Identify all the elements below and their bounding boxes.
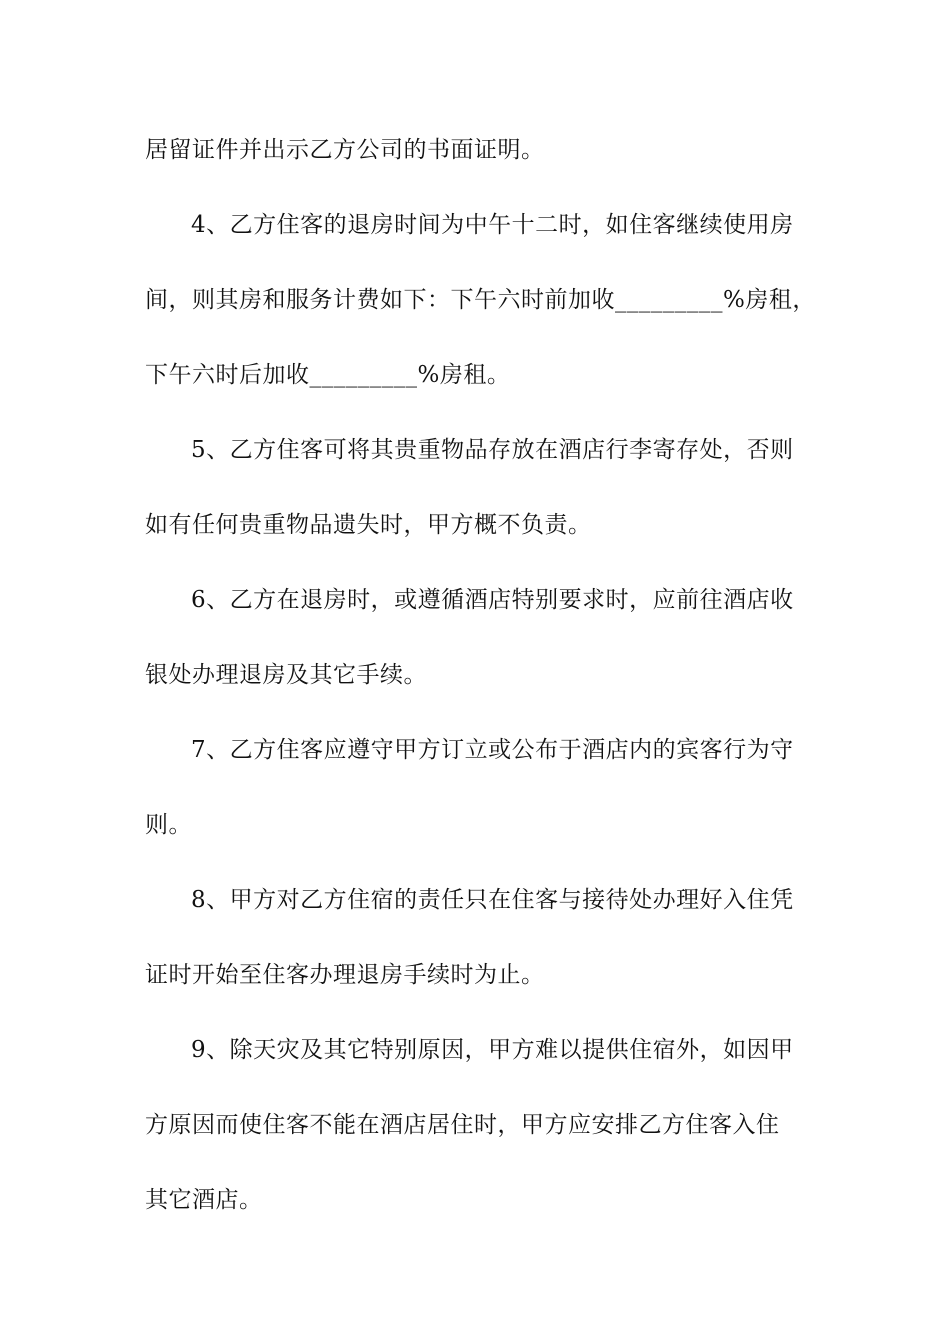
paragraph-line: 如有任何贵重物品遗失时，甲方概不负责。 <box>145 512 592 538</box>
paragraph-line: 则。 <box>145 812 192 838</box>
paragraph-line: 6、乙方在退房时，或遵循酒店特别要求时，应前往酒店收 <box>191 587 794 613</box>
paragraph-line: 4、乙方住客的退房时间为中午十二时，如住客继续使用房 <box>191 212 794 238</box>
paragraph-line: 下午六时后加收_________%房租。 <box>145 362 511 388</box>
paragraph-line: 居留证件并出示乙方公司的书面证明。 <box>145 137 545 163</box>
paragraph-line: 证时开始至住客办理退房手续时为止。 <box>145 962 545 988</box>
paragraph-line: 7、乙方住客应遵守甲方订立或公布于酒店内的宾客行为守 <box>191 737 794 763</box>
paragraph-line: 9、除天灾及其它特别原因，甲方难以提供住宿外，如因甲 <box>191 1037 794 1063</box>
paragraph-line: 方原因而使住客不能在酒店居住时，甲方应安排乙方住客入住 <box>145 1112 780 1138</box>
paragraph-line: 5、乙方住客可将其贵重物品存放在酒店行李寄存处，否则 <box>191 437 794 463</box>
paragraph-line: 8、甲方对乙方住宿的责任只在住客与接待处办理好入住凭 <box>191 887 794 913</box>
paragraph-line: 银处办理退房及其它手续。 <box>145 662 427 688</box>
paragraph-line: 其它酒店。 <box>145 1187 263 1213</box>
paragraph-line: 间，则其房和服务计费如下：下午六时前加收_________%房租， <box>145 287 816 313</box>
